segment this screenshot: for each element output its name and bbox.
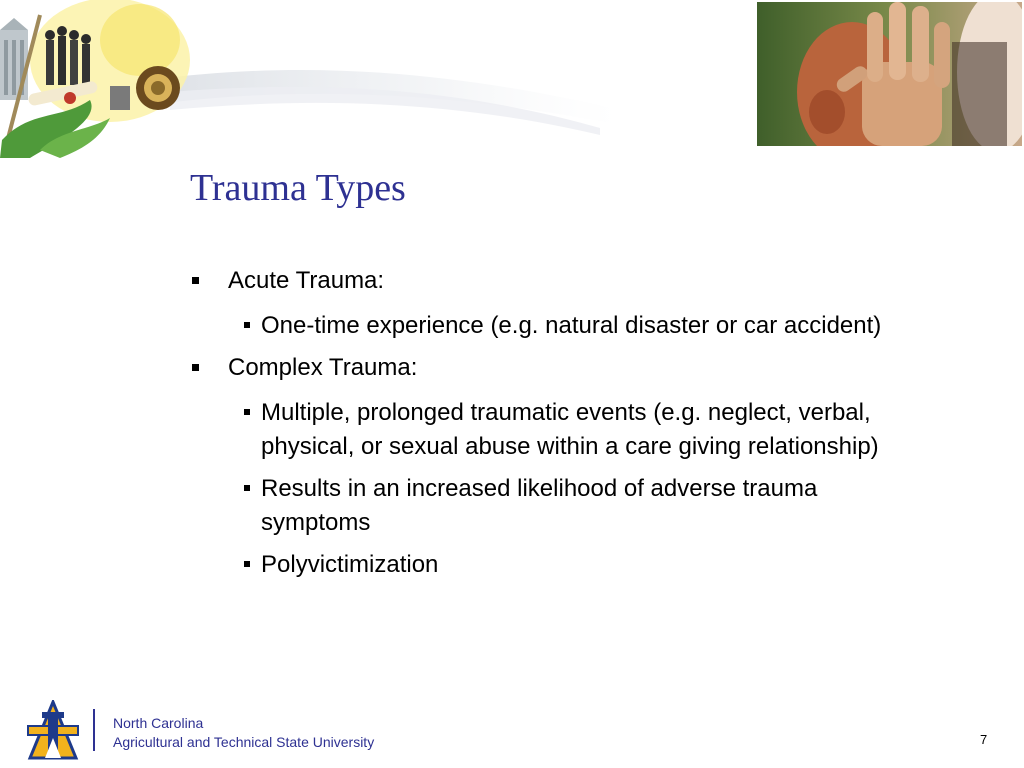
- square-bullet-icon: [244, 322, 250, 328]
- university-name-line2: Agricultural and Technical State University: [113, 734, 375, 750]
- bullet-text: Acute Trauma:: [228, 267, 385, 294]
- sub-bullet-results: [244, 472, 931, 540]
- sub-bullet-text: Polyvictimization: [261, 551, 439, 578]
- bullet-text: Complex Trauma:: [228, 354, 418, 381]
- bullet-list: [186, 264, 946, 590]
- sub-bullet-text: Multiple, prolonged traumatic events (e.g. neglect, verbal, physical, or sexual abuse within a care giving relationship): [261, 399, 879, 460]
- header-collage-image: [0, 0, 200, 158]
- sub-bullet-one-time: [244, 309, 931, 343]
- sub-bullet-multiple: [244, 396, 931, 464]
- square-bullet-icon: [192, 277, 199, 284]
- bullet-complex-trauma: [186, 351, 946, 385]
- sub-bullet-text: One-time experience (e.g. natural disaster or car accident): [261, 312, 882, 339]
- bullet-acute-trauma: [186, 264, 946, 298]
- square-bullet-icon: [244, 561, 250, 567]
- square-bullet-icon: [244, 485, 250, 491]
- university-logo-icon: [26, 700, 80, 760]
- hand-blocking-face-photo: [757, 2, 1022, 146]
- slide-title: Trauma Types: [190, 167, 406, 209]
- square-bullet-icon: [192, 364, 199, 371]
- sub-bullet-polyvictimization: [244, 548, 931, 582]
- footer-divider: [93, 709, 95, 751]
- page-number: 7: [980, 732, 988, 747]
- university-name-line1: North Carolina: [113, 715, 204, 731]
- square-bullet-icon: [244, 409, 250, 415]
- sub-bullet-text: Results in an increased likelihood of adverse trauma symptoms: [261, 475, 818, 536]
